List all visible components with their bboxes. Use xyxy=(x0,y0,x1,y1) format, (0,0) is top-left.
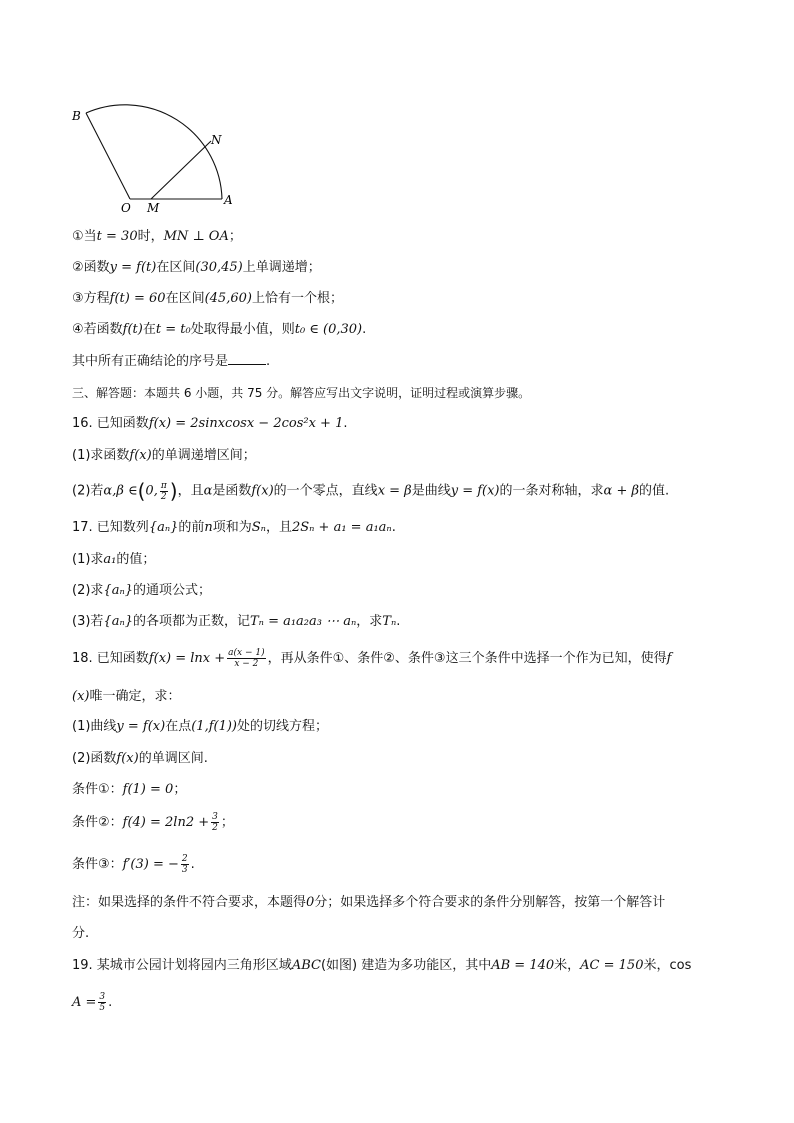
answer-blank[interactable] xyxy=(228,352,266,365)
q18-p1-text-c: 处的切线方程； xyxy=(237,719,329,734)
q16-p1-text-end: 的单调递增区间； xyxy=(151,448,256,463)
note-text-a: 注：如果选择的条件不符合要求，本题得 xyxy=(72,895,307,910)
q19-text-d: 米，cos xyxy=(643,958,692,973)
item-marker: ① xyxy=(72,229,84,244)
item-text: 函数 xyxy=(83,260,110,275)
label-m: M xyxy=(147,201,160,215)
item-text: 方程 xyxy=(83,291,110,306)
three-fifths-fraction xyxy=(98,992,106,1013)
q17-p3-text-d: . xyxy=(396,614,401,629)
q16-stem-end: . xyxy=(343,416,348,431)
q16-p2-text-f: 的一条对称轴，求 xyxy=(499,483,604,499)
frac-den: 2 xyxy=(160,491,167,502)
item-math: t = 30 xyxy=(96,229,138,244)
q19-text-c: 米， xyxy=(554,958,581,973)
conclusion-end: . xyxy=(266,354,271,369)
q16-p2-text-d: 的一个零点，直线 xyxy=(273,483,378,499)
segment-mn xyxy=(151,141,211,199)
three-halves-fraction xyxy=(211,812,219,833)
item-math: t₀ ∈ (0,30) xyxy=(294,322,363,337)
q19-stem-cont xyxy=(72,990,112,1016)
q17-p2-text: (2)求 xyxy=(72,583,104,598)
label-n: N xyxy=(211,133,222,147)
q18-condition-3 xyxy=(72,852,195,878)
q16-p2-math-f: α + β xyxy=(603,483,639,499)
q18-p2-math: f(x) xyxy=(116,751,139,766)
q16-p2-text-e: 是曲线 xyxy=(411,483,451,499)
q16-stem xyxy=(72,415,348,433)
q16-p2-text-b: ，且 xyxy=(177,483,204,499)
q17-part-3 xyxy=(72,613,400,631)
q18-cont-math: (x) xyxy=(72,689,90,704)
segment-ob xyxy=(86,113,130,199)
q17-p3-text-c: ，求 xyxy=(356,614,383,629)
item-text: 上单调递增； xyxy=(242,260,321,275)
q19-math-a: ABC xyxy=(291,958,321,973)
q15-item-3 xyxy=(72,290,343,308)
section-3-header: 三、解答题：本题共 6 小题，共 75 分。解答应写出文字说明，证明过程或演算步骤。 xyxy=(72,386,531,400)
item-marker: ② xyxy=(72,260,84,275)
item-marker: ④ xyxy=(72,322,84,337)
q18-fraction xyxy=(227,648,265,669)
note-math: 0 xyxy=(306,895,315,910)
q16-p2-text-g: 的值. xyxy=(638,483,670,499)
item-text: 若函数 xyxy=(83,322,123,337)
q17-part-2 xyxy=(72,582,211,600)
q17-p3-math-c: Tₙ xyxy=(382,614,397,629)
q18-p1-math-b: (1,f(1)) xyxy=(191,719,238,734)
item-math: f(t) xyxy=(122,322,143,337)
condition-end: ； xyxy=(220,815,234,830)
q18-condition-2 xyxy=(72,810,234,836)
q18-p1-text-a: (1)曲线 xyxy=(72,719,117,734)
q16-p2-math-e: y = f(x) xyxy=(450,483,500,499)
q18-note xyxy=(72,894,665,912)
interval-left: 0, xyxy=(145,483,158,499)
label-b: B xyxy=(72,109,81,123)
q18-part-2 xyxy=(72,750,208,768)
frac-den: 2 xyxy=(212,823,218,833)
q19-math-c: AC = 150 xyxy=(580,958,644,973)
q17-math-c: Sₙ xyxy=(251,520,266,535)
q17-p3-text: (3)若 xyxy=(72,614,104,629)
q18-p2-text-b: 的单调区间. xyxy=(138,751,208,766)
q18-cont-text: 唯一确定，求： xyxy=(89,689,181,704)
label-o: O xyxy=(121,201,131,215)
condition-label: 条件③： xyxy=(72,857,123,872)
q18-p1-text-b: 在点 xyxy=(165,719,192,734)
frac-num: 2 xyxy=(181,854,188,864)
q18-condition-1 xyxy=(72,781,186,799)
item-text: 当 xyxy=(83,229,97,244)
q16-p2-math-d: x = β xyxy=(377,483,412,499)
q15-item-2 xyxy=(72,259,321,277)
item-math: f(t) = 60 xyxy=(109,291,166,306)
condition-label: 条件②： xyxy=(72,815,123,830)
left-paren: ( xyxy=(137,479,146,503)
q16-p1-text: (1)求函数 xyxy=(72,448,130,463)
frac-num: a(x − 1) xyxy=(228,648,265,658)
item-math: MN ⊥ OA xyxy=(163,229,229,244)
condition-end: . xyxy=(190,857,195,872)
q19-cont-math: A = xyxy=(72,995,97,1010)
item-text: 时， xyxy=(137,229,164,244)
q17-text-e: . xyxy=(391,520,396,535)
item-math: (45,60) xyxy=(204,291,252,306)
sector-diagram xyxy=(60,96,260,221)
q17-stem xyxy=(72,519,396,537)
q17-p2-text-end: 的通项公式； xyxy=(132,583,211,598)
q18-text-a: 18. 已知函数 xyxy=(72,651,149,666)
q17-p3-text-b: 的各项都为正数，记 xyxy=(132,614,250,629)
q16-p1-math: f(x) xyxy=(129,448,152,463)
q19-text-a: 19. 某城市公园计划将园内三角形区域 xyxy=(72,958,292,973)
q18-p1-math-a: y = f(x) xyxy=(116,719,166,734)
q16-stem-math: f(x) = 2sinxcosx − 2cos²x + 1 xyxy=(148,416,344,431)
frac-den: x − 2 xyxy=(234,659,259,669)
item-marker: ③ xyxy=(72,291,84,306)
q16-part-2 xyxy=(72,478,669,505)
label-a: A xyxy=(224,193,233,207)
q18-text-b: ，再从条件①、条件②、条件③这三个条件中选择一个作为已知，使得 xyxy=(267,651,667,666)
item-text: 上恰有一个根； xyxy=(251,291,343,306)
q17-p3-math-b: Tₙ = a₁a₂a₃ ⋯ aₙ xyxy=(250,614,357,629)
q16-p2-text: (2)若 xyxy=(72,483,104,499)
q17-text-a: 17. 已知数列 xyxy=(72,520,149,535)
right-paren: ) xyxy=(169,479,178,503)
q19-math-b: AB = 140 xyxy=(491,958,555,973)
item-math: (30,45) xyxy=(195,260,243,275)
q18-p2-text-a: (2)函数 xyxy=(72,751,117,766)
q18-note-cont: 分. xyxy=(72,926,90,941)
q16-p2-math-b: α xyxy=(203,483,213,499)
item-text: ； xyxy=(228,229,242,244)
q17-part-1 xyxy=(72,551,155,569)
q19-cont-end: . xyxy=(108,995,113,1010)
condition-math: f′(3) = − xyxy=(122,857,179,872)
q17-text-b: 的前 xyxy=(178,520,205,535)
q18-stem-cont xyxy=(72,688,181,706)
conclusion-text: 其中所有正确结论的序号是 xyxy=(72,354,229,369)
q15-item-1 xyxy=(72,228,242,246)
q17-math-d: 2Sₙ + a₁ = a₁aₙ xyxy=(291,520,392,535)
condition-math: f(4) = 2ln2 + xyxy=(122,815,210,830)
item-math: t = t₀ xyxy=(155,322,191,337)
q19-stem xyxy=(72,957,691,975)
q17-text-c: 项和为 xyxy=(212,520,252,535)
item-text: 处取得最小值，则 xyxy=(190,322,295,337)
condition-end: ； xyxy=(173,782,187,797)
note-text-b: 分；如果选择多个符合要求的条件分别解答，按第一个解答计 xyxy=(314,895,666,910)
q16-stem-text: 16. 已知函数 xyxy=(72,416,149,431)
frac-num: π xyxy=(160,480,167,491)
q19-text-b: (如图) 建造为多功能区，其中 xyxy=(320,958,492,973)
sector-figure xyxy=(60,96,260,221)
q17-p1-text: (1)求 xyxy=(72,552,104,567)
frac-den: 5 xyxy=(99,1003,106,1013)
q17-text-d: ，且 xyxy=(265,520,292,535)
q15-conclusion xyxy=(72,352,270,371)
q18-stem xyxy=(72,646,671,672)
item-math: y = f(t) xyxy=(109,260,157,275)
frac-den: 3 xyxy=(181,865,188,875)
q17-math-b: n xyxy=(204,520,213,535)
item-text: . xyxy=(362,322,367,337)
q18-math: f(x) = lnx + xyxy=(148,651,226,666)
item-text: 在区间 xyxy=(165,291,205,306)
q18-part-1 xyxy=(72,718,328,736)
item-text: 在 xyxy=(142,322,156,337)
q17-p1-math: a₁ xyxy=(103,552,117,567)
q16-p2-math: α,β ∈ xyxy=(103,483,138,499)
q16-p2-math-c: f(x) xyxy=(251,483,274,499)
item-text: 在区间 xyxy=(156,260,196,275)
q18-math-b: f xyxy=(666,651,672,666)
q16-part-1 xyxy=(72,447,256,465)
frac-num: 3 xyxy=(212,812,218,822)
q17-p3-math-a: {aₙ} xyxy=(103,614,133,629)
q17-p1-text-end: 的值； xyxy=(116,552,156,567)
condition-label: 条件①： xyxy=(72,782,123,797)
q16-p2-text-c: 是函数 xyxy=(212,483,252,499)
two-thirds-fraction xyxy=(181,854,189,875)
q15-item-4 xyxy=(72,321,366,339)
pi-over-2-fraction xyxy=(160,481,168,502)
q17-p2-math: {aₙ} xyxy=(103,583,133,598)
q17-math-a: {aₙ} xyxy=(148,520,179,535)
condition-math: f(1) = 0 xyxy=(122,782,174,797)
frac-num: 3 xyxy=(99,992,106,1002)
